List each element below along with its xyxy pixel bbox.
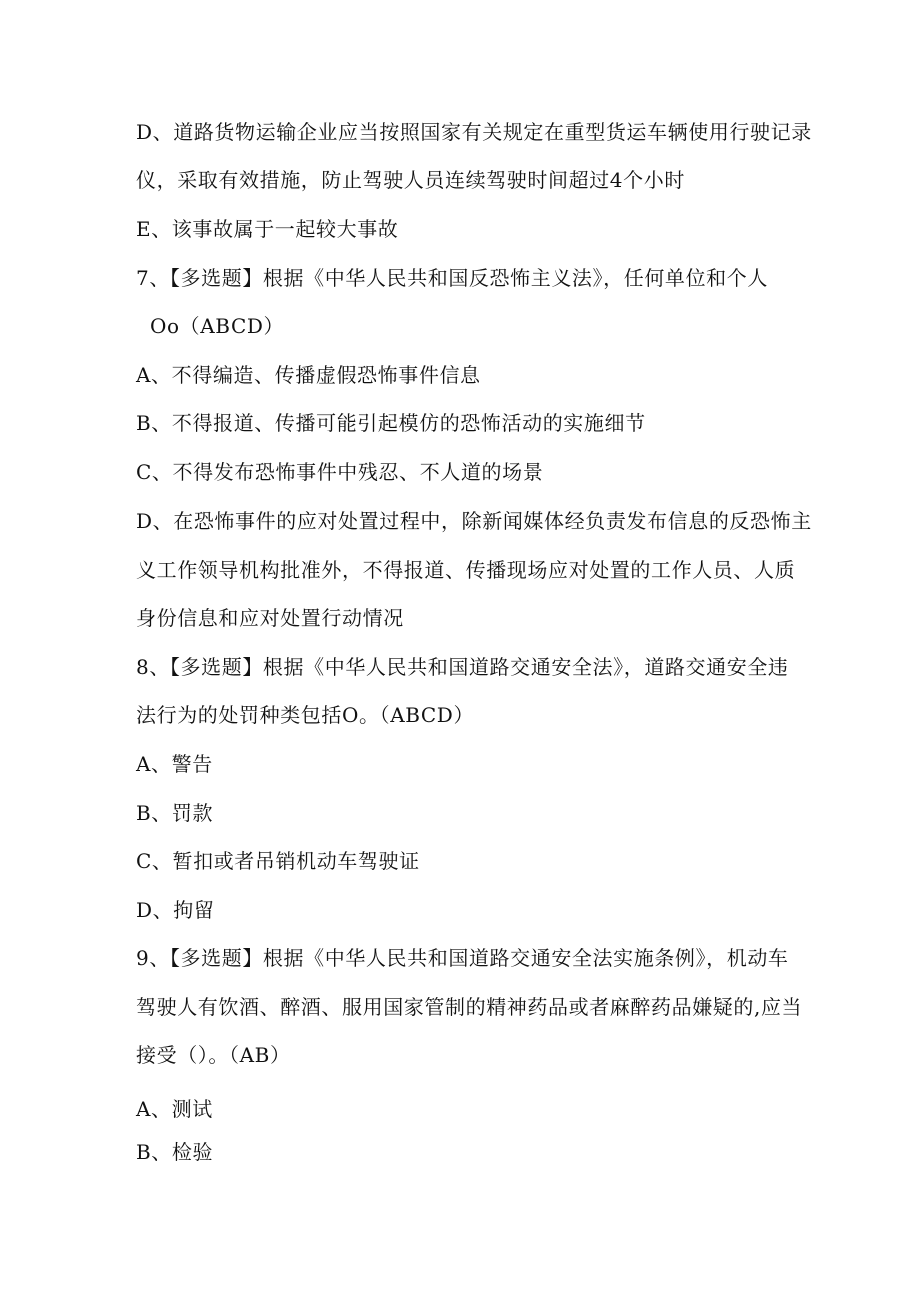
- option-a-q9: A、测试: [136, 1097, 213, 1121]
- option-b-q8: B、罚款: [136, 801, 214, 825]
- option-d-q7-line3: 身份信息和应对处置行动情况: [136, 606, 404, 630]
- option-b-q9: B、检验: [136, 1140, 214, 1164]
- option-d-q6-line1: D、道路货物运输企业应当按照国家有关规定在重型货运车辆使用行驶记录: [136, 120, 812, 144]
- question-7-line1: 7、【多选题】根据《中华人民共和国反恐怖主义法》，任何单位和个人: [136, 266, 768, 290]
- option-d-q7-line2: 义工作领导机构批准外，不得报道、传播现场应对处置的工作人员、人质: [136, 558, 796, 582]
- question-9-line1: 9、【多选题】根据《中华人民共和国道路交通安全法实施条例》，机动车: [136, 946, 789, 970]
- option-d-q6-line2: 仪，采取有效措施，防止驾驶人员连续驾驶时间超过4个小时: [136, 168, 685, 192]
- option-d-q7-line1: D、在恐怖事件的应对处置过程中，除新闻媒体经负责发布信息的反恐怖主: [136, 509, 812, 533]
- option-c-q8: C、暂扣或者吊销机动车驾驶证: [136, 849, 420, 873]
- question-8-line2: 法行为的处罚种类包括O。（ABCD）: [136, 703, 475, 727]
- question-9-line2: 驾驶人有饮酒、醉酒、服用国家管制的精神药品或者麻醉药品嫌疑的,应当: [136, 995, 803, 1019]
- question-9-line3: 接受（）。（AB）: [136, 1043, 291, 1067]
- question-8-line1: 8、【多选题】根据《中华人民共和国道路交通安全法》，道路交通安全违: [136, 655, 789, 679]
- option-e-q6: E、该事故属于一起较大事故: [136, 217, 399, 241]
- question-7-answer: Oo（ABCD）: [150, 314, 285, 338]
- option-b-q7: B、不得报道、传播可能引起模仿的恐怖活动的实施细节: [136, 411, 646, 435]
- option-a-q7: A、不得编造、传播虚假恐怖事件信息: [136, 363, 481, 387]
- option-c-q7: C、不得发布恐怖事件中残忍、不人道的场景: [136, 460, 544, 484]
- option-d-q8: D、拘留: [136, 898, 215, 922]
- option-a-q8: A、警告: [136, 752, 213, 776]
